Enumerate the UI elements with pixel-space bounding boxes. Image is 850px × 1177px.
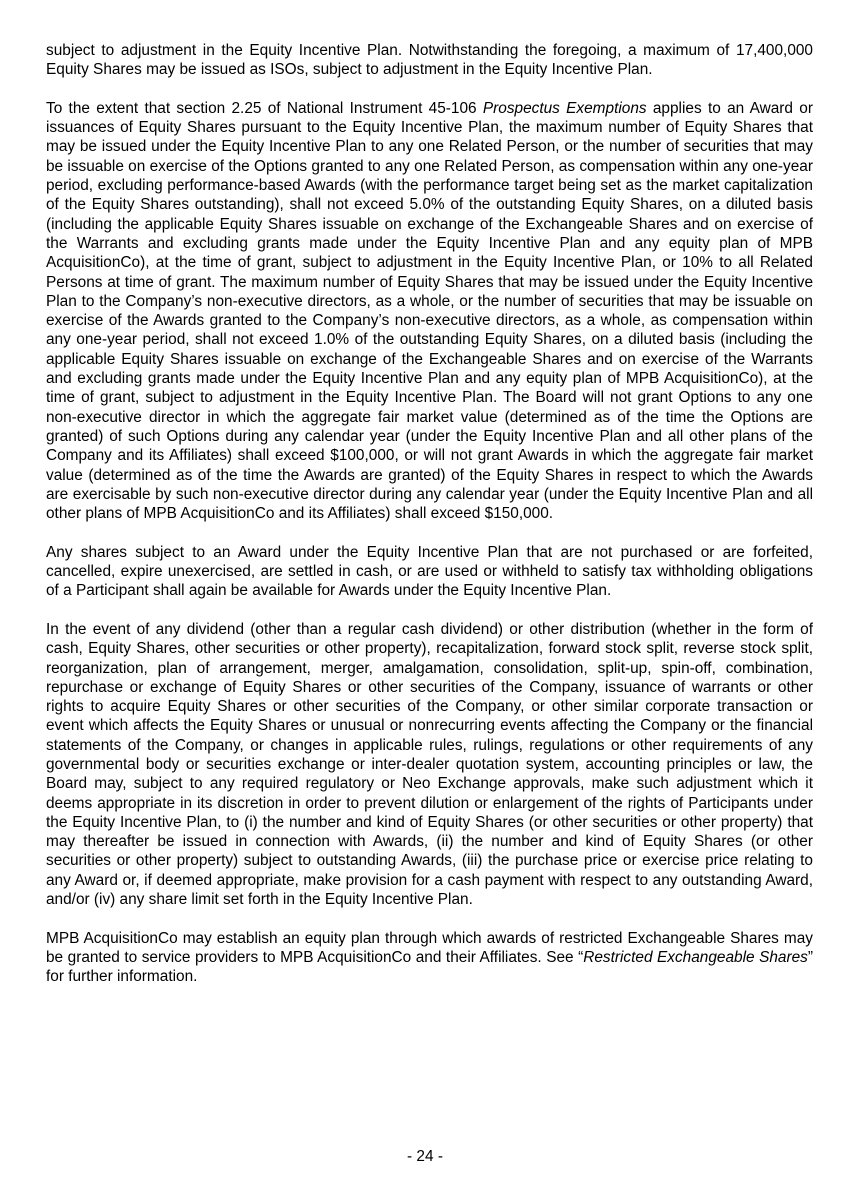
text-segment: In the event of any dividend (other than a regular cash dividend) or other distribution (whether in the form of cash, Equity Shares, other securities or other property), recapitalization, forward stock split, reverse stock split, reorganization, plan of arrangement, merger, amalgamation, consolidation, split-up, spin-off, combination, repurchase or exchange of Equity Shares or other securities of the Company, issuance of warrants or other rights to acquire Equity Shares or other securities of the Company, or other similar corporate transaction or event which affects the Equity Shares or unusual or nonrecurring events affecting the Company or the financial statements of the Company, or changes in applicable rules, rulings, regulations or other requirements of any governmental body or securities exchange or inter-dealer quotation system, accounting principles or law, the Board may, subject to any required regulatory or Neo Exchange approvals, make such adjustment which it deems appropriate in its discretion in order to prevent dilution or enlargement of the rights of Participants under the Equity Incentive Plan, to (i) the number and kind of Equity Shares (or other securities or other property) that may thereafter be issued in connection with Awards, (ii) the number and kind of Equity Shares (or other securities or other property) subject to outstanding Awards, (iii) the purchase price or exercise price relating to any Award or, if deemed appropriate, make provision for a cash payment with respect to any outstanding Award, and/or (iv) any share limit set forth in the Equity Incentive Plan. <box>46 620 813 909</box>
text-segment: ” for further information. <box>46 948 813 986</box>
page-number: - 24 - <box>407 1148 443 1165</box>
paragraph <box>46 929 813 987</box>
paragraph <box>46 620 813 909</box>
paragraph <box>46 41 813 80</box>
text-segment: subject to adjustment in the Equity Incentive Plan. Notwithstanding the foregoing, a maximum of 17,400,000 Equity Shares may be issued as ISOs, subject to adjustment in the Equity Incentive Plan. <box>46 42 813 79</box>
text-segment: To the extent that section 2.25 of National Instrument 45-106 <box>46 99 483 117</box>
text-segment: applies to an Award or issuances of Equity Shares pursuant to the Equity Incentive Plan, the maximum number of Equity Shares that may be issued under the Equity Incentive Plan to any one Related Person, or the number of securities that may be issuable on exercise of the Options granted to any one Related Person, as compensation within any one-year period, excluding performance-based Awards (with the performance target being set as the market capitalization of the Equity Shares outstanding), shall not exceed 5.0% of the outstanding Equity Shares, on a diluted basis (including the applicable Equity Shares issuable on exchange of the Exchangeable Shares and on exercise of the Warrants and excluding grants made under the Equity Incentive Plan and any equity plan of MPB AcquisitionCo), at the time of grant, subject to adjustment in the Equity Incentive Plan, or 10% to all Related Persons at time of grant. The maximum number of Equity Shares that may be issued under the Equity Incentive Plan to the Company’s non-executive directors, as a whole, or the number of securities that may be issuable on exercise of the Awards granted to the Company’s non-executive directors, as a whole, as compensation within any one-year period, shall not exceed 1.0% of the outstanding Equity Shares, on a diluted basis (including the applicable Equity Shares issuable on exchange of the Exchangeable Shares and on exercise of the Warrants and excluding grants made under the Equity Incentive Plan and any equity plan of MPB AcquisitionCo), at the time of grant, subject to adjustment in the Equity Incentive Plan. The Board will not grant Options to any one non-executive director in which the aggregate fair market value (determined as of the time the Options are granted) of such Options during any calendar year (under the Equity Incentive Plan and all other plans of the Company and its Affiliates) shall exceed $100,000, or will not grant Awards in which the aggregate fair market value (determined as of the time the Awards are granted) of the Equity Shares in respect to which the Awards are exercisable by such non-executive director during any calendar year (under the Equity Incentive Plan and all other plans of MPB AcquisitionCo and its Affiliates) shall exceed $150,000. <box>46 99 813 523</box>
paragraph <box>46 543 813 601</box>
text-segment: Any shares subject to an Award under the Equity Incentive Plan that are not purchased or are forfeited, cancelled, expire unexercised, are settled in cash, or are used or withheld to satisfy tax withholding obligations of a Participant shall again be available for Awards under the Equity Incentive Plan. <box>46 543 813 600</box>
italic-text-segment: Restricted Exchangeable Shares <box>583 948 808 966</box>
paragraph <box>46 99 813 524</box>
text-segment: MPB AcquisitionCo may establish an equity plan through which awards of restricted Exchangeable Shares may be granted to service providers to MPB AcquisitionCo and their Affiliates. See “ <box>46 929 813 966</box>
paragraphs-container <box>46 41 813 1006</box>
italic-text-segment: Prospectus Exemptions <box>482 99 647 117</box>
